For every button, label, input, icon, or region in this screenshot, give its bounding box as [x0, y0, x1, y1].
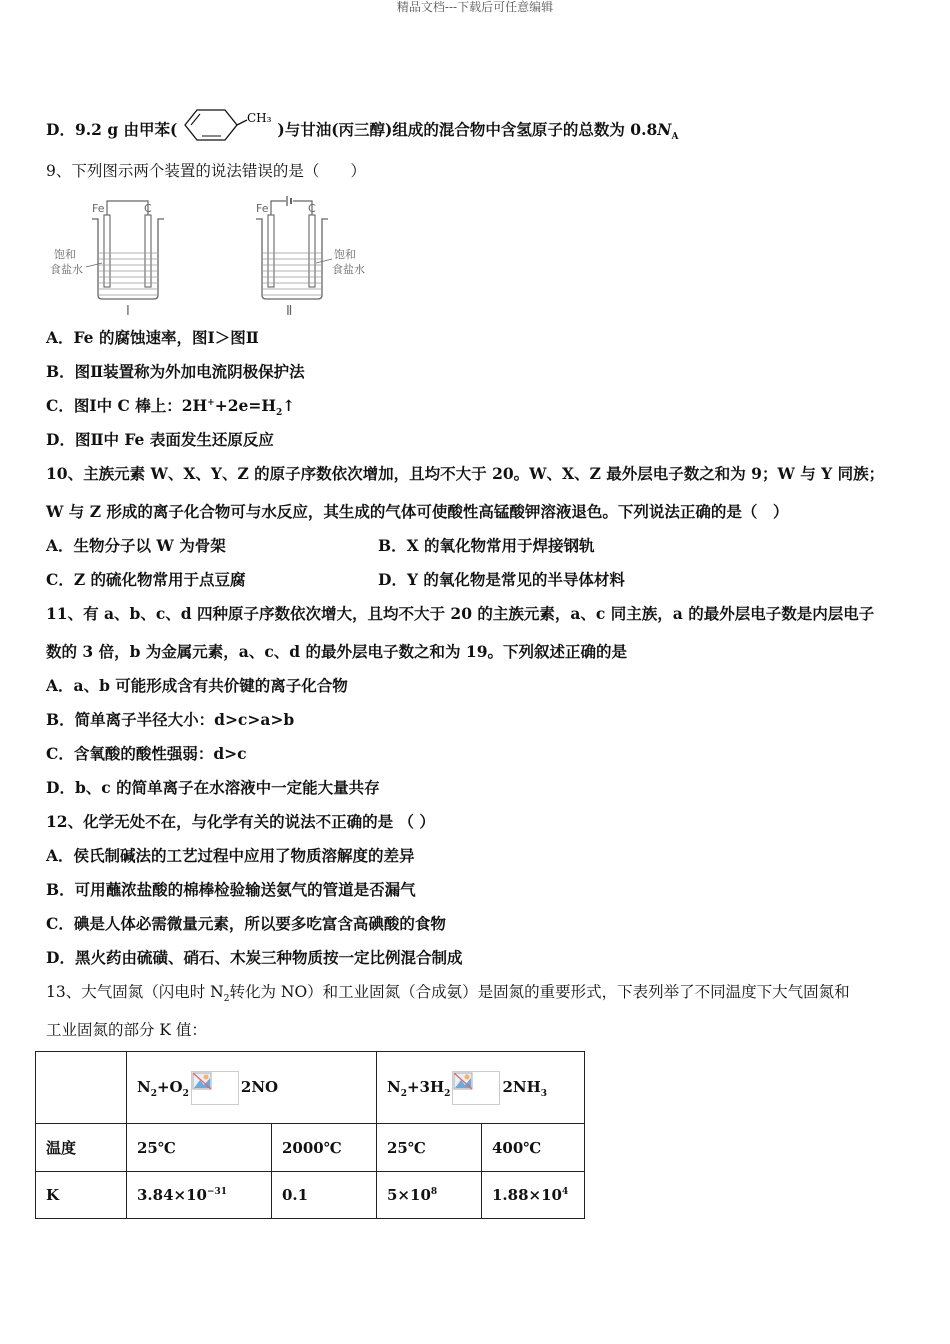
q9-option-d: D．图Ⅱ中 Fe 表面发生还原反应 [46, 430, 274, 449]
eq2-n-sub: 2 [400, 1088, 407, 1099]
eq1-n-sub: 2 [150, 1088, 157, 1099]
table-row-equations [36, 1052, 585, 1124]
eq2-h-sub: 2 [444, 1088, 451, 1099]
page-header: 精品文档---下载后可任意编辑 [396, 0, 554, 14]
q9-c-text1: C．图Ⅰ中 C 棒上：2H [46, 396, 208, 415]
q11-stem-line1: 11、有 a、b、c、d 四种原子序数依次增大，且均不大于 20 的主族元素，a、c 同主族，a 的最外层电子数是内层电子 [46, 604, 875, 623]
q8-d-label: D． [46, 120, 75, 139]
q12-option-b: B．可用蘸浓盐酸的棉棒检验输送氨气的管道是否漏气 [46, 880, 416, 899]
fig2-c-electrode [309, 215, 315, 287]
table-corner-cell [36, 1052, 127, 1124]
eq1-o: +O [156, 1077, 183, 1096]
fig2-solution-line2: 食盐水 [332, 263, 365, 276]
q11-option-b: B．简单离子半径大小：d>c>a>b [46, 710, 295, 729]
fig2-fe-label: Fe [256, 202, 269, 215]
q9-c-sup: + [207, 397, 215, 408]
k1-base: 3.84×10 [137, 1186, 207, 1204]
table-row-temperature [36, 1124, 585, 1172]
q11-option-c: C．含氧酸的酸性强弱：d>c [46, 744, 247, 763]
equilibrium-arrow-image-icon [452, 1071, 500, 1105]
toluene-structure-icon [177, 108, 277, 142]
eq2-h: +3H [406, 1077, 445, 1096]
q10-option-d: D．Y 的氧化物是常见的半导体材料 [378, 570, 625, 589]
eq-industrial-cell [377, 1052, 585, 1124]
q12-option-d: D．黑火药由硫磺、硝石、木炭三种物质按一定比例混合制成 [46, 948, 463, 967]
temp-cell: 2000℃ [272, 1124, 377, 1172]
q13-sub: 2 [223, 994, 230, 1005]
q8-option-d [46, 111, 679, 148]
q9-c-text3: ↑ [282, 396, 296, 415]
q13-stem-line2: 工业固氮的部分 K 值： [46, 1021, 207, 1039]
q9-c-sub: 2 [275, 408, 283, 419]
q13-text2: 转化为 NO）和工业固氮（合成氨）是固氮的重要形式，下表列举了不同温度下大气固氮和 [229, 983, 850, 1001]
fig2-solution-line1: 饱和 [334, 248, 356, 261]
fig1-solution-line2: 食盐水 [50, 263, 83, 276]
fig1-fe-label: Fe [92, 202, 105, 215]
electrochem-figures [50, 195, 380, 320]
ch3-label: CH₃ [247, 111, 272, 125]
q13-stem-line1 [46, 982, 850, 1005]
temp-label-cell: 温度 [36, 1124, 127, 1172]
avogadro-sub: A [671, 132, 679, 143]
k-value-cell [127, 1172, 272, 1219]
q9-option-b: B．图Ⅱ装置称为外加电流阴极保护法 [46, 362, 305, 381]
temp-cell: 25℃ [127, 1124, 272, 1172]
k3-exp: 8 [430, 1187, 438, 1197]
q10-option-b: B．X 的氧化物常用于焊接钢轨 [378, 536, 595, 555]
eq1-n: N [137, 1077, 151, 1096]
q9-stem: 9、下列图示两个装置的说法错误的是（ ） [46, 162, 366, 180]
q13-text1: 13、大气固氮（闪电时 N [46, 983, 224, 1001]
k4-base: 1.88×10 [492, 1186, 562, 1204]
eq1-o-sub: 2 [182, 1088, 189, 1099]
k-value-cell [482, 1172, 585, 1219]
fig1-c-electrode [145, 215, 151, 287]
eq2-product: 2NH [502, 1077, 541, 1096]
fig2-c-label: C [308, 202, 316, 215]
q10-stem-line2: W 与 Z 形成的离子化合物可与水反应，其生成的气体可使酸性高锰酸钾溶液退色。下列说法正确的是（ ） [46, 502, 789, 521]
temp-cell: 25℃ [377, 1124, 482, 1172]
q10-stem-line1: 10、主族元素 W、X、Y、Z 的原子序数依次增加，且均不大于 20。W、X、Z 最外层电子数之和为 9；W 与 Y 同族； [46, 464, 885, 483]
q11-stem-line2: 数的 3 倍，b 为金属元素，a、c、d 的最外层电子数之和为 19。下列叙述正确的是 [46, 642, 627, 661]
equilibrium-arrow-image-icon [191, 1071, 239, 1105]
eq2-n: N [387, 1077, 401, 1096]
k3-base: 5×10 [387, 1186, 431, 1204]
fig1-fe-electrode [104, 215, 110, 287]
q12-stem: 12、化学无处不在，与化学有关的说法不正确的是 （ ） [46, 812, 435, 831]
q12-option-c: C．碘是人体必需微量元素，所以要多吃富含高碘酸的食物 [46, 914, 446, 933]
q9-option-c [46, 396, 296, 419]
eq-atmospheric-cell [127, 1052, 377, 1124]
q9-option-a: A．Fe 的腐蚀速率，图Ⅰ＞图Ⅱ [46, 328, 259, 347]
fig2-label: Ⅱ [286, 304, 293, 319]
q10-options-row2 [46, 570, 625, 590]
k-value-table [35, 1051, 585, 1219]
k4-exp: 4 [561, 1187, 569, 1197]
k-label-cell: K [36, 1172, 127, 1219]
table-row-k [36, 1172, 585, 1219]
q8-d-after: )与甘油(丙三醇)组成的混合物中含氢原子的总数为 0.8 [277, 120, 658, 139]
q11-option-a: A．a、b 可能形成含有共价键的离子化合物 [46, 676, 348, 695]
eq2-product-sub: 3 [540, 1088, 548, 1099]
q11-option-d: D．b、c 的简单离子在水溶液中一定能大量共存 [46, 778, 380, 797]
temp-cell: 400℃ [482, 1124, 585, 1172]
fig1-label: Ⅰ [126, 304, 130, 319]
k-value-cell: 0.1 [272, 1172, 377, 1219]
q10-option-a: A．生物分子以 W 为骨架 [46, 536, 226, 555]
q10-options-row1 [46, 536, 595, 556]
fig1-solution-line1: 饱和 [54, 248, 76, 261]
k-value-cell [377, 1172, 482, 1219]
q12-option-a: A．侯氏制碱法的工艺过程中应用了物质溶解度的差异 [46, 846, 415, 865]
fig2-fe-electrode [268, 215, 274, 287]
q10-option-c: C．Z 的硫化物常用于点豆腐 [46, 570, 246, 589]
q9-c-text2: +2e=H [214, 396, 276, 415]
avogadro-symbol: N [657, 120, 672, 139]
k1-exp: −31 [206, 1187, 228, 1197]
q8-d-before: 9.2 g 由甲苯( [74, 120, 178, 139]
fig1-c-label: C [144, 202, 152, 215]
eq1-product: 2NO [240, 1077, 279, 1096]
